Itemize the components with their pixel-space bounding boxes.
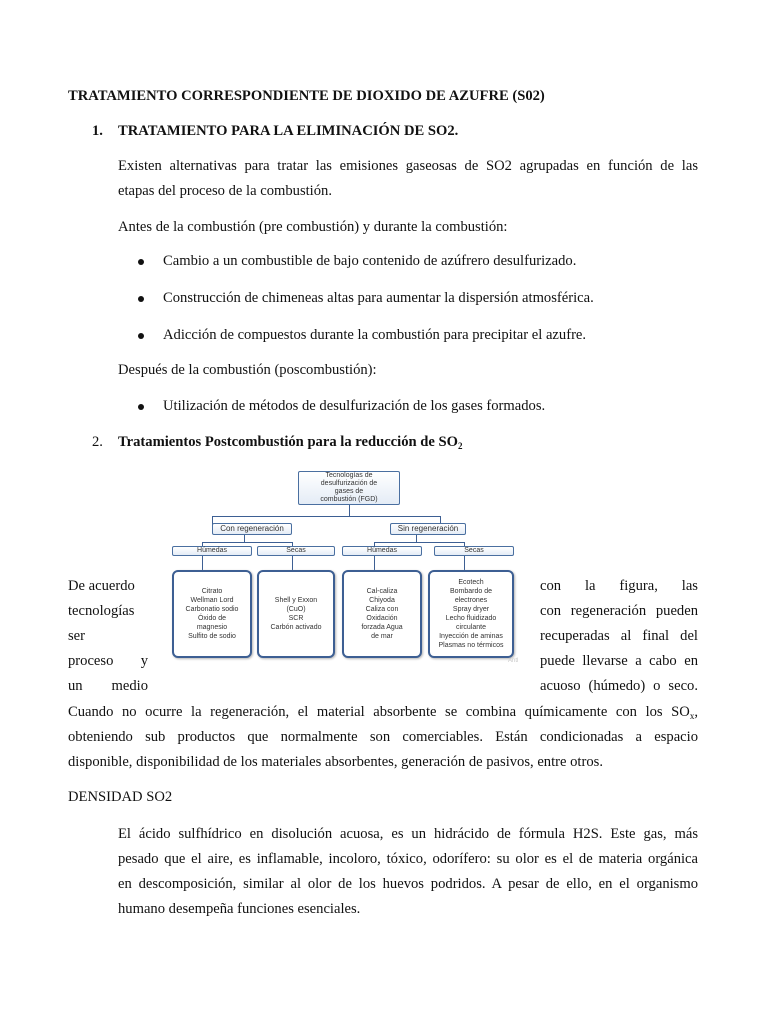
pre-item-3: Adicción de compuestos durante la combustión para precipitar el azufre. (163, 327, 587, 343)
fgd-diagram (168, 468, 536, 668)
section-1-heading: TRATAMIENTO PARA LA ELIMINACIÓN DE SO2. (118, 123, 459, 139)
sub-header-secas: Secas (257, 546, 335, 556)
section-2-number: 2. (92, 434, 103, 450)
wrap-left-2: tecnologías (68, 603, 135, 619)
post-combustion-label: Después de la combustión (poscombustión): (118, 362, 377, 378)
wrap-right-5: acuoso (húmedo) o seco. (540, 678, 698, 694)
leaf-sin-humedas: Cal-caliza Chiyoda Caliza con Oxidación forzada Agua de mar (342, 570, 422, 658)
wrap-left-3: ser (68, 628, 86, 644)
leaf-sin-secas: Ecotech Bombardo de electrones Spray dryer Lecho fluidizado circulante Inyección de aminas Plasmas no térmicos (428, 570, 514, 658)
wrap-right-1: con la figura, las (540, 578, 698, 594)
wrap-right-4: puede llevarse a cabo en (540, 653, 698, 669)
wrap-left-1: De acuerdo (68, 578, 135, 594)
density-line-1: El ácido sulfhídrico en disolución acuosa, es un hidrácido de fórmula H2S. Este gas, más (118, 826, 698, 842)
density-line-4: humano desempeña funciones esenciales. (118, 901, 361, 917)
density-heading: DENSIDAD SO2 (68, 789, 173, 805)
wrap-left-5: un medio (68, 678, 148, 694)
pre-item-1: Cambio a un combustible de bajo contenido de azúfrero desulfurizado. (163, 253, 577, 269)
pre-item-2: Construcción de chimeneas altas para aumentar la dispersión atmosférica. (163, 290, 594, 306)
document-title: TRATAMIENTO CORRESPONDIENTE DE DIOXIDO DE AZUFRE (S02) (68, 88, 545, 104)
wrap-left-4: proceso y (68, 653, 148, 669)
density-line-3: en descomposición, similar al olor de los huevos podridos. A pesar de ello, en el organismo (118, 876, 698, 892)
wrap-right-2: con regeneración pueden (540, 603, 698, 619)
bullet-icon (138, 333, 144, 339)
post-item-1: Utilización de métodos de desulfurización de los gases formados. (163, 398, 546, 414)
leaf-con-humedas: Citrato Wellman Lord Carbonatio sodio Óxido de magnesio Sulfito de sodio (172, 570, 252, 658)
section-2-heading: Tratamientos Postcombustión para la reducción de $SO_2$ (118, 434, 463, 451)
sub-header-humedas: Húmedas (342, 546, 422, 556)
root-node: Tecnologías de desulfurización de gases de combustión (FGD) (298, 471, 400, 505)
intro-line-1: Existen alternativas para tratar las emisiones gaseosas de SO2 agrupadas en función de las (118, 158, 698, 174)
sub-header-humedas: Húmedas (172, 546, 252, 556)
para-line-3: disponible, disponibilidad de los materiales absorbentes, generación de pasivos, entre otros. (68, 754, 603, 770)
bullet-icon (138, 259, 144, 265)
watermark: Antl (508, 658, 519, 664)
branch-con-regeneracion: Con regeneración (212, 523, 292, 535)
intro-line-2: etapas del proceso de la combustión. (118, 183, 332, 199)
wrap-right-3: recuperadas al final del (540, 628, 698, 644)
pre-combustion-label: Antes de la combustión (pre combustión) y durante la combustión: (118, 219, 508, 235)
leaf-con-secas: Shell y Exxon (CuO) SCR Carbón activado (257, 570, 335, 658)
bullet-icon (138, 296, 144, 302)
density-line-2: pesado que el aire, es inflamable, incoloro, tóxico, odorífero: su olor es el de materia orgánica (118, 851, 698, 867)
branch-sin-regeneracion: Sin regeneración (390, 523, 466, 535)
para-line-1: Cuando no ocurre la regeneración, el material absorbente se combina químicamente con los $SO_x$, (68, 704, 698, 721)
section-1-number: 1. (92, 123, 103, 139)
bullet-icon (138, 404, 144, 410)
para-line-2: obteniendo sub productos que normalmente son comerciables. Están condicionadas a espacio (68, 729, 698, 745)
sub-header-secas: Secas (434, 546, 514, 556)
